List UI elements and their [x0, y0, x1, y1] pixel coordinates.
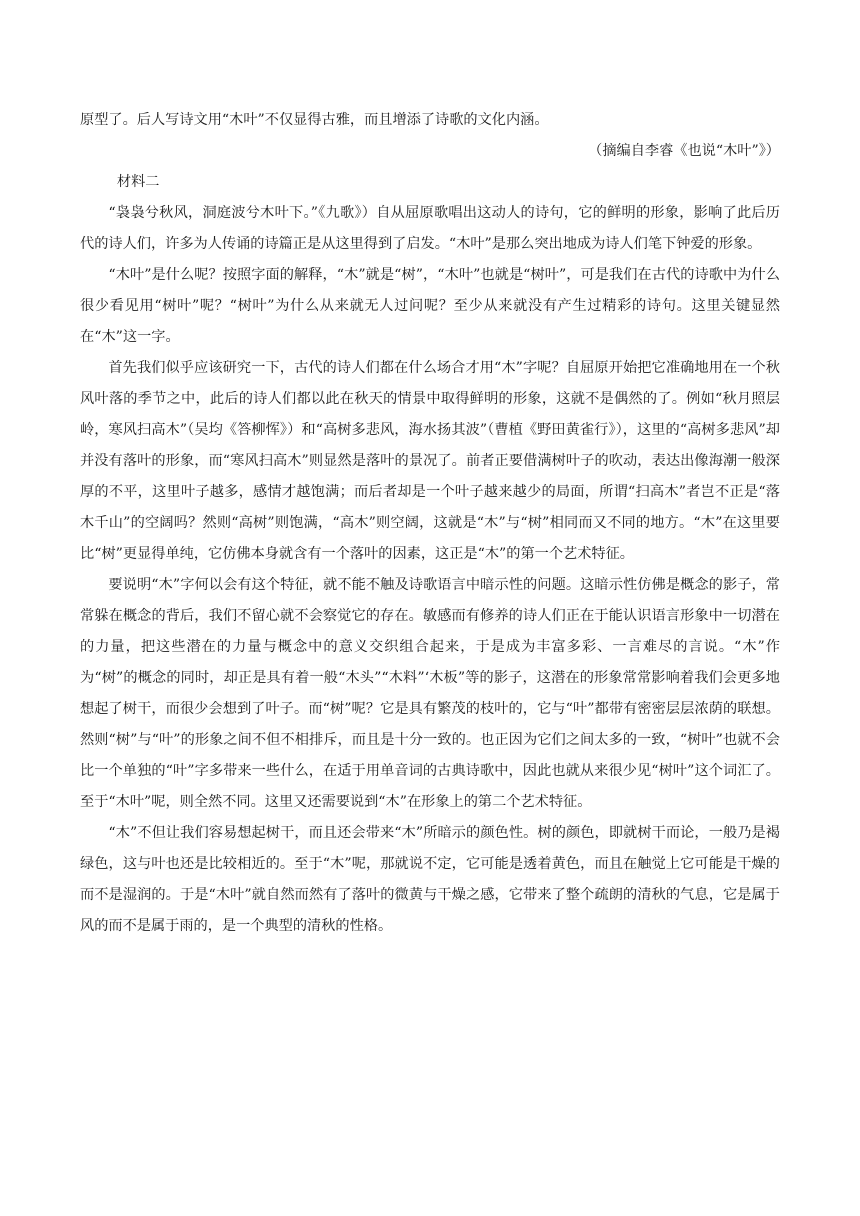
source-note: （摘编自李睿《也说“木叶”》）: [588, 143, 780, 159]
continued-paragraph: 原型了。后人写诗文用“木叶”不仅显得古雅，而且增添了诗歌的文化内涵。: [80, 112, 549, 128]
body-paragraph: “木叶”是什么呢？按照字面的解释，“木”就是“树”，“木叶”也就是“树叶”，可是我们在古代的诗歌中为什么很少看见用“树叶”呢？“树叶”为什么从来就无人过问呢？至少从来就没有产生过精彩的诗句。这里关键显然在“木”这一字。: [80, 267, 780, 345]
body-paragraph: “袅袅兮秋风，洞庭波兮木叶下。”《九歌》）自从屈原歌唱出这动人的诗句，它的鲜明的形象，影响了此后历代的诗人们，许多为人传诵的诗篇正是从这里得到了启发。“木叶”是那么突出地成为诗人们笔下钟爱的形象。: [80, 205, 780, 252]
document-page: [80, 105, 780, 942]
body-paragraph: 要说明“木”字何以会有这个特征，就不能不触及诗歌语言中暗示性的问题。这暗示性仿佛是概念的影子，常常躲在概念的背后，我们不留心就不会察觉它的存在。敏感而有修养的诗人们正在于能认识语言形象中一切潜在的力量，把这些潜在的力量与概念中的意义交织组合起来，于是成为丰富多彩、一言难尽的言说。“木”作为“树”的概念的同时，却正是具有着一般“木头”“木料”‘木板”等的影子，这潜在的形象常常影响着我们会更多地想起了树干，而很少会想到了叶子。而“树”呢？它是具有繁茂的枝叶的，它与“叶”都带有密密层层浓荫的联想。然则“树”与“叶”的形象之间不但不相排斥，而且是十分一致的。也正因为它们之间太多的一致，“树叶”也就不会比一个单独的“叶”字多带来一些什么，在适于用单音词的古典诗歌中，因此也就从来很少见“树叶”这个词汇了。至于“木叶”呢，则全然不同。这里又还需要说到“木”在形象上的第二个艺术特征。: [80, 577, 780, 810]
section-heading: 材料二: [116, 174, 160, 190]
body-paragraph: 首先我们似乎应该研究一下，古代的诗人们都在什么场合才用“木”字呢？自屈原开始把它准确地用在一个秋风叶落的季节之中，此后的诗人们都以此在秋天的情景中取得鲜明的形象，这就不是偶然的了。例如“秋月照层岭，寒风扫高木”（吴均《答柳恽》）和“高树多悲风，海水扬其波”（曹植《野田黄雀行》），这里的“高树多悲风”却并没有落叶的形象，而“寒风扫高木”则显然是落叶的景况了。前者正要借满树叶子的吹动，表达出像海潮一般深厚的不平，这里叶子越多，感情才越饱满；而后者却是一个叶子越来越少的局面，所谓“扫高木”者岂不正是“落木千山”的空阔吗？然则“高树”则饱满，“高木”则空阔，这就是“木”与“树”相同而又不同的地方。“木”在这里要比“树”更显得单纯，它仿佛本身就含有一个落叶的因素，这正是“木”的第一个艺术特征。: [80, 360, 780, 562]
body-paragraph: “木”不但让我们容易想起树干，而且还会带来“木”所暗示的颜色性。树的颜色，即就树干而论，一般乃是褐绿色，这与叶也还是比较相近的。至于“木”呢，那就说不定，它可能是透着黄色，而且在触觉上它可能是干燥的而不是湿润的。于是“木叶”就自然而然有了落叶的微黄与干燥之感，它带来了整个疏朗的清秋的气息，它是属于风的而不是属于雨的，是一个典型的清秋的性格。: [80, 825, 780, 934]
